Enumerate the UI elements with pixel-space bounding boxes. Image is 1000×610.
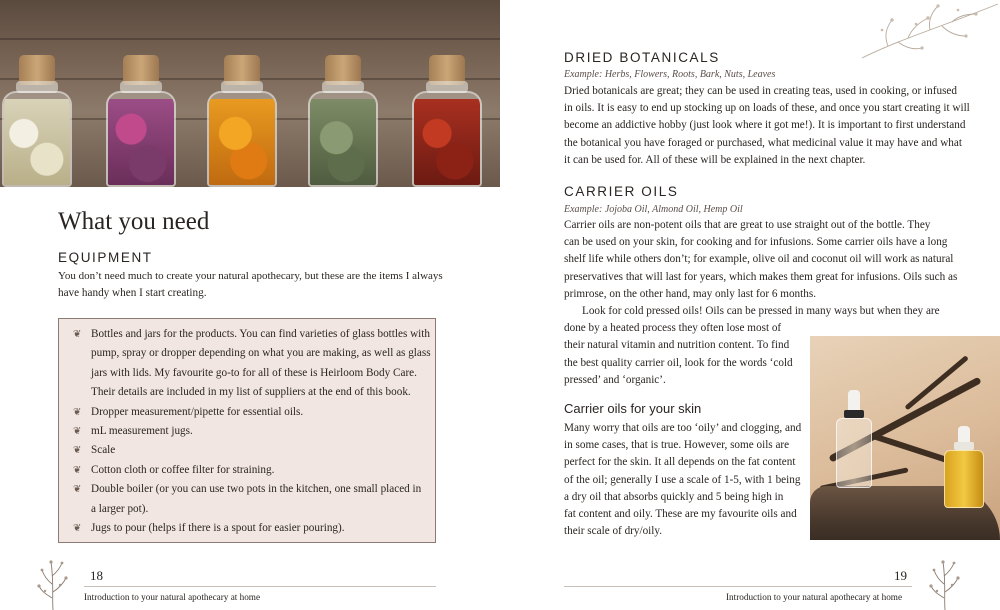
list-item: ❦ Dropper measurement/pipette for essential oils. bbox=[73, 403, 425, 422]
carrier-oils-body: Carrier oils are non-potent oils that are great to use straight out of the bottle. They can be used on your skin, for cooking and for infusions. Some carrier oils have a long shelf life while others don’t; for example, olive oil and coconut oil will work as natural preservatives that will last for years, which makes them great for infusions. Oils such as primrose, on the other hand, may only last for 6 months. bbox=[564, 219, 958, 300]
list-item: ❦ Cotton cloth or coffee filter for straining. bbox=[73, 461, 425, 480]
page-number-right: 19 bbox=[894, 568, 907, 583]
botanical-branch-icon bbox=[858, 0, 1000, 62]
oil-bottles-photo bbox=[810, 336, 1000, 540]
list-item: ❦ Jugs to pour (helps if there is a spout for easier pouring). bbox=[73, 519, 425, 538]
list-item: ❦ Scale bbox=[73, 441, 425, 460]
leaf-bullet-icon: ❦ bbox=[73, 464, 82, 476]
equipment-list-box bbox=[58, 318, 436, 543]
list-item: ❦ Bottles and jars for the products. You can find varieties of glass bottles with pump, spray or dropper depending on what you are making, as well as glass jars with lids. My favourite go-to for all of these is Heirloom Body Care. Their details are included in my list of suppliers at the end of this book. bbox=[73, 325, 425, 403]
running-head-left: Introduction to your natural apothecary at home bbox=[84, 592, 261, 602]
dried-botanicals-jars-photo bbox=[0, 0, 500, 187]
carrier-oils-skin-body: Many worry that oils are too ‘oily’ and clogging, and in some cases, that is true. However, some oils are perfect for the skin. It all depends on the fat content of the oil; generally I use a scale of 1-5, with 1 being a dry oil that absorbs quickly and 5 being high in fat content and oily. These are my favourite oils and their scale of dry/oily. bbox=[564, 422, 802, 538]
leaf-bullet-icon: ❦ bbox=[73, 445, 82, 457]
carrier-oils-tip: Look for cold pressed oils! Oils can be pressed in many ways but when they are done by a heated process they often lose most of their natural vitamin and nutrition content. To find the best quality carrier oil, look for the words ‘cold pressed’ and ‘organic’. bbox=[564, 305, 940, 386]
leaf-bullet-icon: ❦ bbox=[73, 406, 82, 418]
jar-white-flowers bbox=[0, 55, 74, 187]
list-item: ❦ Double boiler (or you can use two pots in the kitchen, one small placed in a larger pot). bbox=[73, 480, 425, 519]
page-number-left: 18 bbox=[90, 568, 103, 583]
dried-botanicals-body: Dried botanicals are great; they can be used in creating teas, used in cooking, or infused in oils. It is easy to end up stocking up on loads of these, and once you start creating it will become an addictive hobby (just look where it got me!). It is important to first understand the botanical you have foraged or purchased, what medicinal value it may have and what it can be used for. All of these will be explained in the next chapter. bbox=[564, 85, 970, 166]
leaf-bullet-icon: ❦ bbox=[73, 523, 82, 535]
leaf-bullet-icon: ❦ bbox=[73, 484, 82, 496]
equipment-list bbox=[73, 325, 431, 538]
botanical-sprig-icon bbox=[928, 558, 962, 610]
jar-green-herbs bbox=[306, 55, 380, 187]
jar-orange-calendula bbox=[205, 55, 279, 187]
dried-botanicals-example: Example: Herbs, Flowers, Roots, Bark, Nuts, Leaves bbox=[564, 69, 776, 80]
footer-rule-right bbox=[564, 586, 912, 587]
dried-botanicals-heading: DRIED BOTANICALS bbox=[564, 50, 720, 65]
carrier-oils-heading: CARRIER OILS bbox=[564, 184, 679, 199]
carrier-oils-example: Example: Jojoba Oil, Almond Oil, Hemp Oil bbox=[564, 204, 743, 215]
page-heading: What you need bbox=[58, 208, 210, 235]
list-item: ❦ mL measurement jugs. bbox=[73, 422, 425, 441]
jar-pink-petals bbox=[104, 55, 178, 187]
botanical-sprig-icon bbox=[36, 558, 70, 610]
equipment-heading: EQUIPMENT bbox=[58, 250, 153, 265]
footer-rule-left bbox=[84, 586, 436, 587]
right-page bbox=[500, 0, 1000, 610]
equipment-intro: You don’t need much to create your natural apothecary, but these are the items I always have handy when I start creating. bbox=[58, 270, 443, 300]
leaf-bullet-icon: ❦ bbox=[73, 329, 82, 340]
carrier-oils-skin-heading: Carrier oils for your skin bbox=[564, 401, 702, 416]
running-head-right: Introduction to your natural apothecary at home bbox=[726, 592, 903, 602]
jar-red-berries bbox=[410, 55, 484, 187]
leaf-bullet-icon: ❦ bbox=[73, 426, 82, 438]
